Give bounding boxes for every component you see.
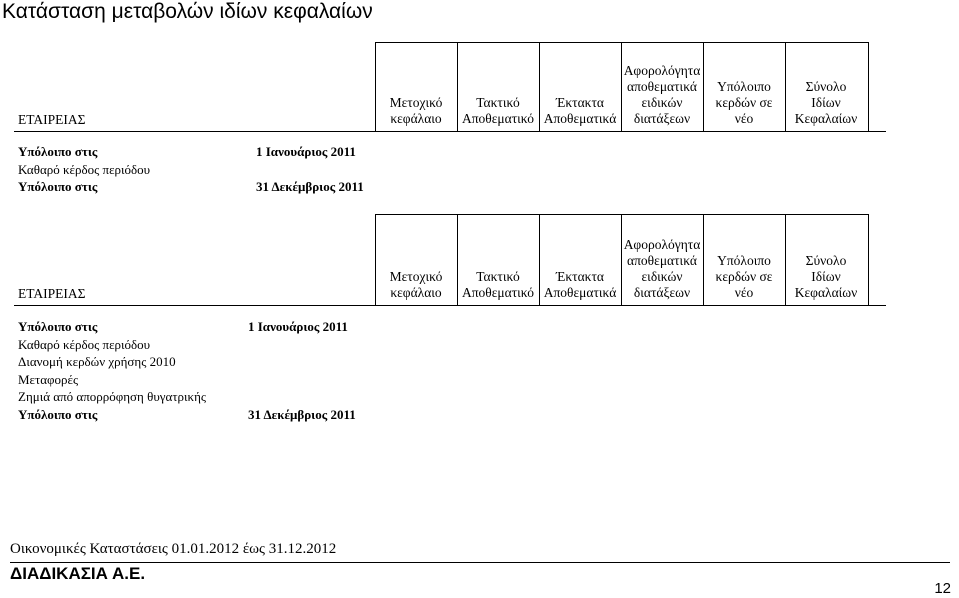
company-column-header: ΕΤΑΙΡΕΙΑΣ — [18, 112, 86, 127]
header-bottom-border — [14, 131, 886, 132]
company-column-header: ΕΤΑΙΡΕΙΑΣ — [18, 286, 86, 301]
page-title: Κατάσταση μεταβολών ιδίων κεφαλαίων — [2, 0, 373, 23]
footer-company-name: ΔΙΑΔΙΚΑΣΙΑ Α.Ε. — [10, 564, 146, 583]
column-header — [539, 269, 621, 301]
row-label: Ζημιά από απορρόφηση θυγατρικής — [18, 389, 207, 405]
row-label: Διανομή κερδών χρήσης 2010 — [18, 354, 176, 370]
column-header-line: Υπόλοιπο — [717, 253, 771, 268]
row-date: 1 Ιανουάριος 2011 — [248, 319, 348, 334]
row-label: Μεταφορές — [18, 371, 79, 387]
column-header-line: Σύνολο — [805, 79, 847, 94]
column-header-line: κερδών σε — [715, 95, 773, 110]
page-number: 12 — [934, 580, 951, 597]
column-header-line: κερδών σε — [715, 269, 773, 284]
column-header — [457, 269, 539, 301]
column-header-line: ειδικών — [641, 269, 683, 284]
footer-statement-period: Οικονομικές Καταστάσεις 01.01.2012 έως 31.12.2012 — [10, 541, 337, 557]
column-header — [375, 95, 457, 127]
row-date: 31 Δεκέμβριος 2011 — [248, 407, 356, 422]
column-header — [539, 95, 621, 127]
column-header-line: Αποθεματικά — [543, 111, 617, 126]
column-header — [375, 269, 457, 301]
column-divider — [868, 214, 869, 305]
row-label: Υπόλοιπο στις — [18, 179, 98, 194]
column-header-line: νέο — [734, 111, 754, 126]
header-bottom-border — [14, 305, 886, 306]
column-header — [785, 79, 867, 127]
column-header-line: κεφάλαιο — [390, 111, 442, 126]
column-header-line: νέο — [734, 285, 754, 300]
column-header-line: κεφάλαιο — [390, 285, 442, 300]
column-header-line: Έκτακτα — [556, 269, 604, 284]
column-header-line: Ιδίων — [811, 95, 841, 110]
column-header — [621, 63, 703, 127]
column-header — [457, 95, 539, 127]
column-header-line: Αφορολόγητα — [623, 237, 701, 252]
row-date: 31 Δεκέμβριος 2011 — [256, 179, 364, 194]
row-label: Υπόλοιπο στις — [18, 144, 98, 159]
row-date: 1 Ιανουάριος 2011 — [256, 144, 356, 159]
row-label: Καθαρό κέρδος περιόδου — [18, 161, 151, 177]
column-header — [785, 253, 867, 301]
column-header-line: διατάξεων — [633, 285, 691, 300]
footer-divider — [10, 562, 950, 563]
column-header — [703, 253, 785, 301]
column-header — [621, 237, 703, 301]
column-header-line: Αποθεματικά — [543, 285, 617, 300]
column-header-line: Μετοχικό — [389, 95, 443, 110]
column-divider — [868, 42, 869, 131]
column-header-line: Ιδίων — [811, 269, 841, 284]
column-header-line: Μετοχικό — [389, 269, 443, 284]
column-header-line: Έκτακτα — [556, 95, 604, 110]
column-header-line: Σύνολο — [805, 253, 847, 268]
row-label: Καθαρό κέρδος περιόδου — [18, 336, 151, 352]
column-header-line: Αποθεματικό — [461, 111, 535, 126]
column-header-line: Αφορολόγητα — [623, 63, 701, 78]
row-label: Υπόλοιπο στις — [18, 407, 98, 422]
column-header-line: Υπόλοιπο — [717, 79, 771, 94]
column-header-line: Αποθεματικό — [461, 285, 535, 300]
column-header-line: διατάξεων — [633, 111, 691, 126]
column-header-line: αποθεματικά — [627, 253, 697, 268]
column-header-line: ειδικών — [641, 95, 683, 110]
column-header-line: αποθεματικά — [627, 79, 697, 94]
row-label: Υπόλοιπο στις — [18, 319, 98, 334]
column-header-line: Κεφαλαίων — [794, 111, 858, 126]
column-header-line: Τακτικό — [476, 95, 520, 110]
column-header — [703, 79, 785, 127]
column-header-line: Τακτικό — [476, 269, 520, 284]
column-header-line: Κεφαλαίων — [794, 285, 858, 300]
